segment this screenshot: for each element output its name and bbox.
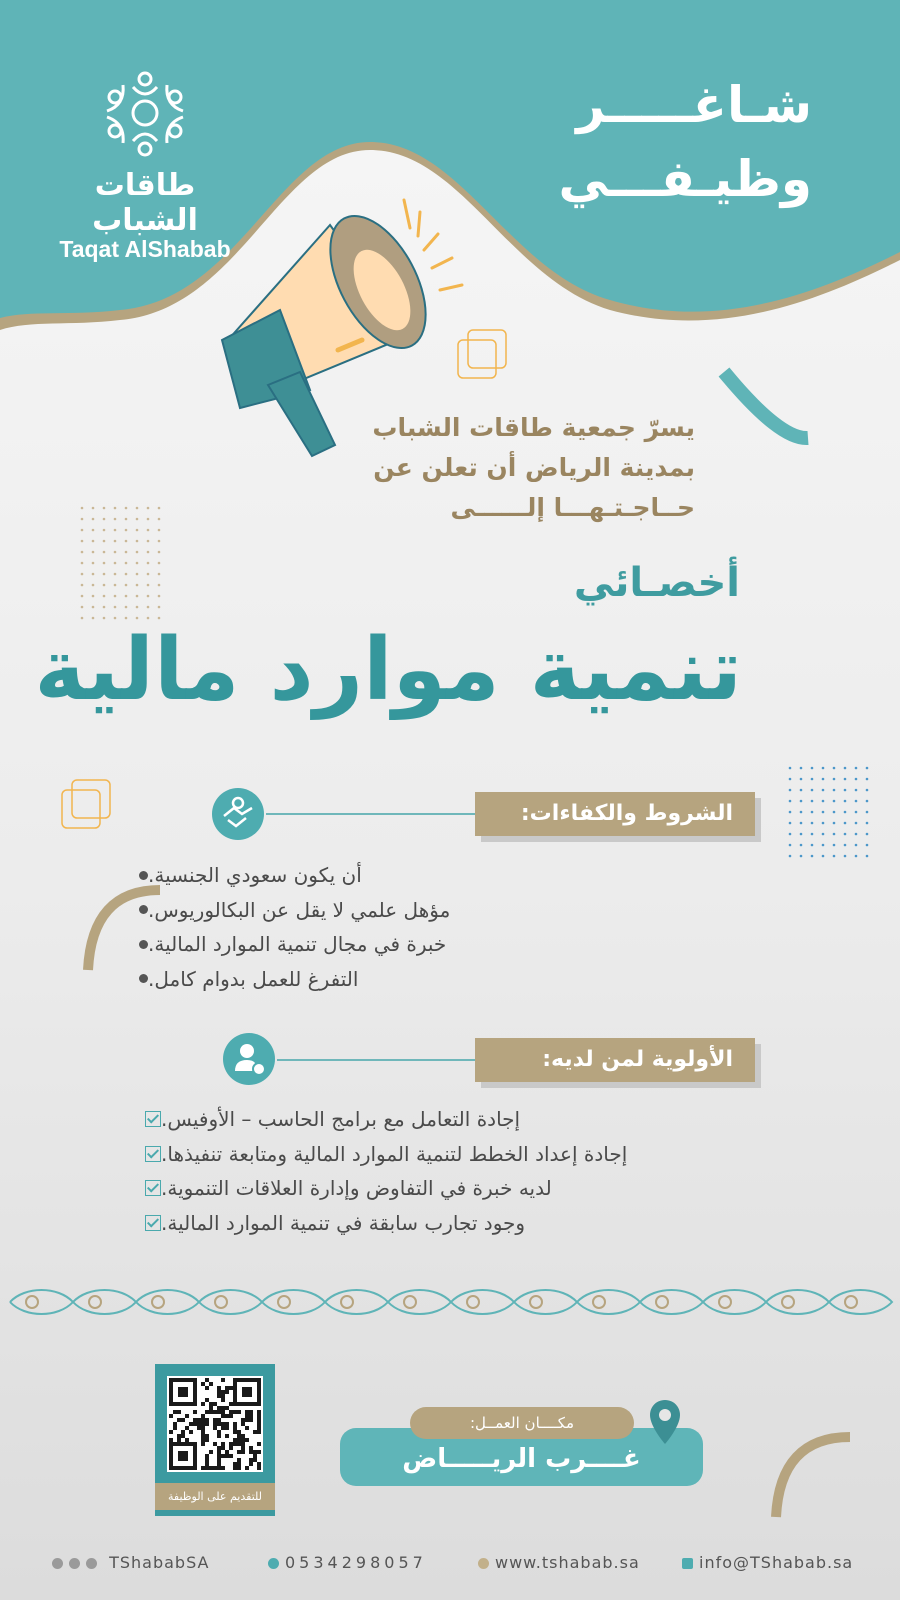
intro-text (275, 408, 695, 528)
arc-gold-bottom (776, 1437, 850, 1517)
preferences-heading: الأولوية لمن لديه: (475, 1038, 755, 1082)
intro-line-2: بمدينة الرياض أن تعلن عن (373, 453, 695, 482)
list-item: لديه خبرة في التفاوض وإدارة العلاقات التنموية. (135, 1171, 735, 1206)
bullet-dot (139, 974, 148, 983)
qr-code-icon[interactable] (167, 1376, 263, 1472)
squares-orange-top (458, 330, 506, 378)
footer-website[interactable] (478, 1553, 640, 1572)
logo (55, 65, 235, 263)
location-pin-icon (648, 1398, 682, 1448)
footer-phone[interactable] (268, 1553, 427, 1572)
check-icon (145, 1146, 161, 1162)
bullet-dot (139, 940, 148, 949)
snapchat-icon (52, 1558, 63, 1569)
check-icon (145, 1215, 161, 1231)
location-label: مكــــان العمــل: (410, 1407, 634, 1439)
logo-arabic-name: طاقات الشباب (92, 168, 198, 238)
requirements-list (125, 858, 685, 996)
page-title (492, 68, 812, 216)
intro-line-1: يسرّ جمعية طاقات الشباب (372, 413, 695, 442)
list-item: مؤهل علمي لا يقل عن البكالوريوس. (125, 893, 685, 928)
bullet-dot (139, 905, 148, 914)
check-icon (145, 1111, 161, 1127)
apply-qr-card[interactable] (155, 1364, 275, 1516)
check-icon (145, 1180, 161, 1196)
preferences-connector (277, 1059, 477, 1061)
list-item: أن يكون سعودي الجنسية. (125, 858, 685, 893)
location-value: غــــرب الريـــــاض (402, 1444, 641, 1474)
intro-line-3: حــاجـتـهـــا إلــــــى (450, 493, 695, 522)
arc-teal-right (724, 372, 808, 438)
requirements-connector (266, 813, 476, 815)
list-item: إجادة إعداد الخطط لتنمية الموارد المالية ومتابعة تنفيذها. (135, 1137, 735, 1172)
email-link[interactable]: info@TShabab.sa (699, 1553, 854, 1572)
footer-social[interactable] (52, 1553, 209, 1572)
handshake-icon (212, 788, 264, 840)
social-handle[interactable]: TShababSA (109, 1553, 210, 1572)
phone-icon (268, 1558, 279, 1569)
globe-icon (478, 1558, 489, 1569)
twitter-icon (86, 1558, 97, 1569)
list-item: إجادة التعامل مع برامج الحاسب – الأوفيس. (135, 1102, 735, 1137)
title-line-2: وظيـفـــي (558, 150, 812, 208)
squares-orange-left (62, 780, 110, 828)
dot-grid-right (789, 767, 869, 858)
preferences-list (135, 1102, 735, 1240)
title-line-1: شـاغـــــر (576, 76, 812, 134)
logo-english-name: Taqat AlShabab (59, 236, 231, 262)
job-title-line-1: أخصـائي (573, 560, 740, 606)
mail-icon (682, 1558, 693, 1569)
requirements-heading: الشروط والكفاءات: (475, 792, 755, 836)
phone-number[interactable]: 0534298057 (285, 1553, 427, 1572)
list-item: التفرغ للعمل بدوام كامل. (125, 962, 685, 997)
list-item: خبرة في مجال تنمية الموارد المالية. (125, 927, 685, 962)
qr-label: للتقديم على الوظيفة (155, 1483, 275, 1510)
website-link[interactable]: www.tshabab.sa (495, 1553, 640, 1572)
list-item: وجود تجارب سابقة في تنمية الموارد المالية. (135, 1206, 735, 1241)
footer-email[interactable] (682, 1553, 853, 1572)
ornament-border (10, 1290, 892, 1314)
bullet-dot (139, 871, 148, 880)
logo-emblem-icon (95, 65, 195, 160)
dot-grid-left (81, 507, 161, 620)
instagram-icon (69, 1558, 80, 1569)
job-title-line-2: تنمية موارد مالية (34, 620, 742, 720)
user-gear-icon (223, 1033, 275, 1085)
